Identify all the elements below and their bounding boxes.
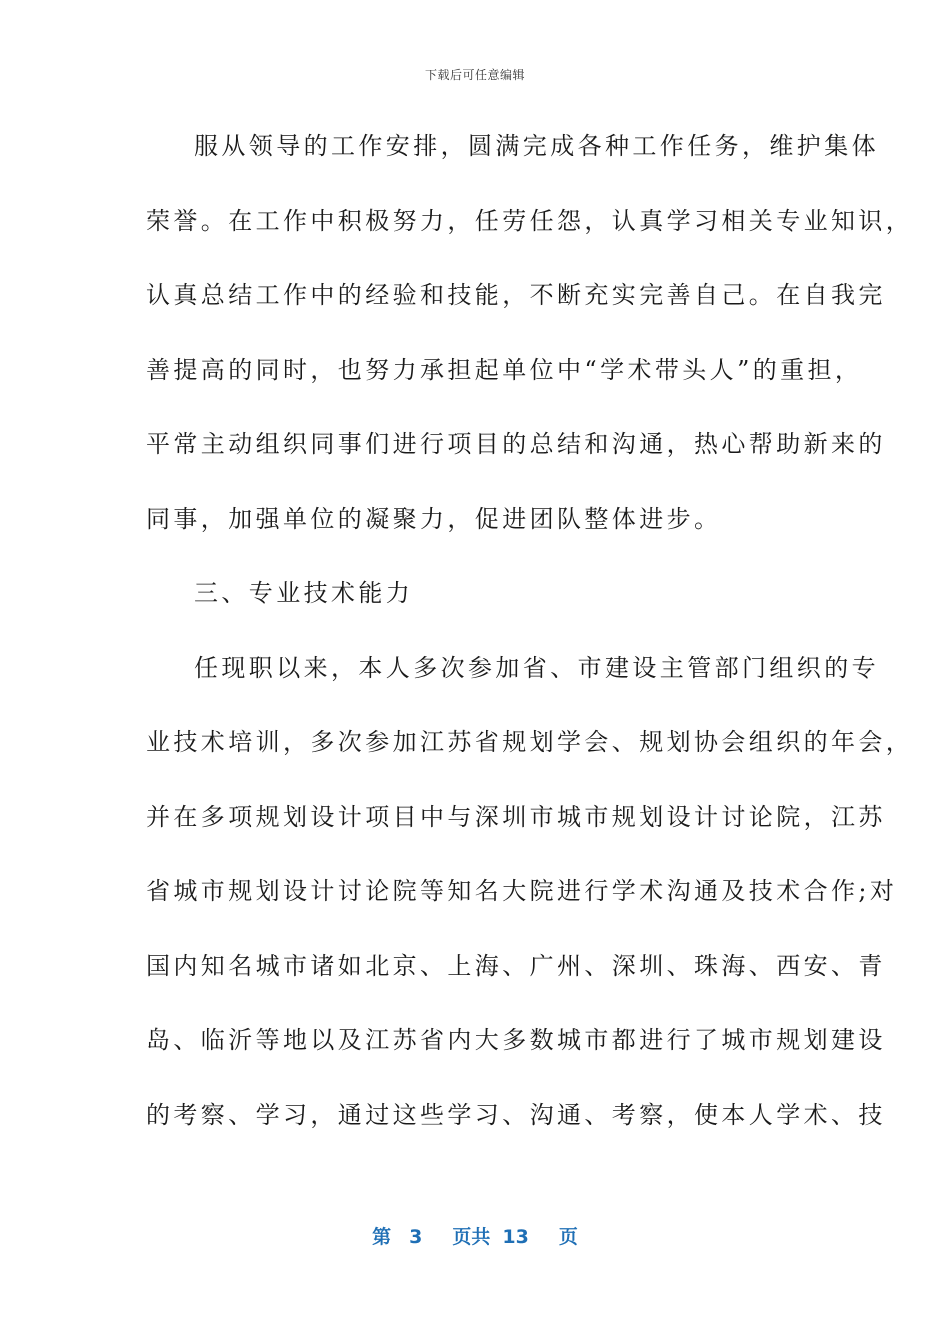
paragraph-line: 同事，加强单位的凝聚力，促进团队整体进步。	[146, 504, 722, 533]
page-prefix: 第	[372, 1226, 392, 1248]
current-page-number: 3	[409, 1226, 423, 1248]
paragraph-line: 的考察、学习，通过这些学习、沟通、考察，使本人学术、技	[146, 1100, 886, 1129]
paragraph-line: 善提高的同时，也努力承担起单位中“学术带头人”的重担，	[146, 355, 863, 384]
page-footer	[0, 1222, 950, 1249]
paragraph-line: 省城市规划设计讨论院等知名大院进行学术沟通及技术合作;对	[146, 877, 898, 905]
page-suffix: 页	[558, 1226, 578, 1248]
paragraph-line: 服从领导的工作安排，圆满完成各种工作任务，维护集体	[194, 132, 879, 160]
total-pages-number: 13	[502, 1226, 529, 1248]
paragraph-line: 岛、临沂等地以及江苏省内大多数城市都进行了城市规划建设	[146, 1026, 886, 1054]
paragraph-line: 并在多项规划设计项目中与深圳市城市规划设计讨论院，江苏	[146, 802, 886, 831]
paragraph-line: 平常主动组织同事们进行项目的总结和沟通，热心帮助新来的	[146, 430, 886, 458]
paragraph-line: 认真总结工作中的经验和技能，不断充实完善自己。在自我完	[146, 281, 886, 309]
paragraph-line: 任现职以来，本人多次参加省、市建设主管部门组织的专	[194, 653, 879, 682]
section-heading: 三、专业技术能力	[194, 579, 414, 607]
header-note: 下载后可任意编辑	[424, 68, 525, 82]
paragraph-line: 荣誉。在工作中积极努力，任劳任怨，认真学习相关专业知识，	[146, 206, 914, 235]
paragraph-line: 业技术培训，多次参加江苏省规划学会、规划协会组织的年会，	[146, 728, 914, 756]
page-mid-label: 页共	[452, 1226, 491, 1248]
paragraph-line: 国内知名城市诸如北京、上海、广州、深圳、珠海、西安、青	[146, 951, 886, 980]
document-body	[146, 124, 914, 1167]
